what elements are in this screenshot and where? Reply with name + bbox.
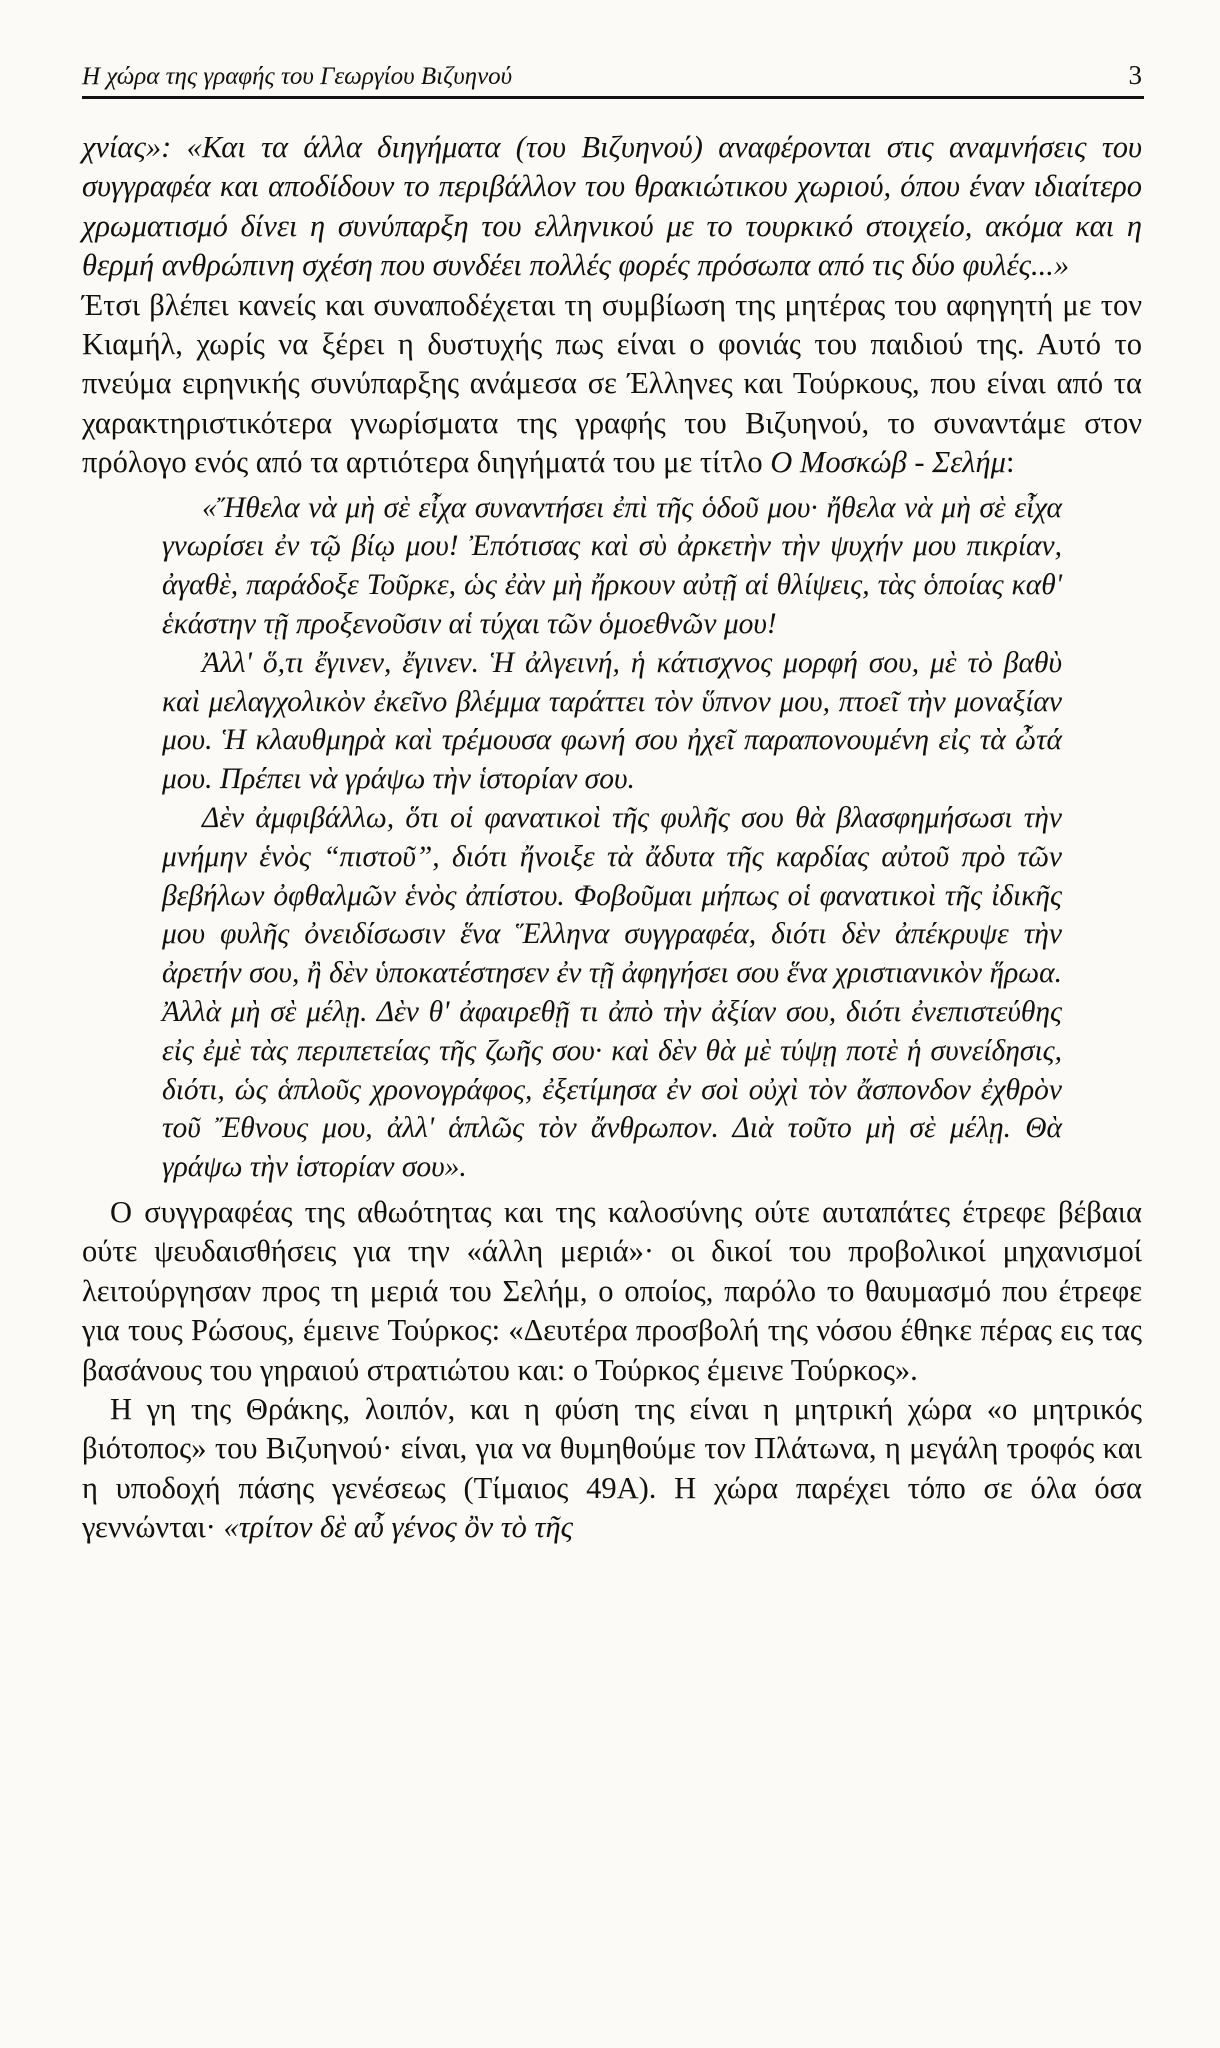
page-body <box>82 128 1142 1548</box>
page-header <box>82 60 1142 91</box>
paragraph: Ο συγγραφέας της αθωότητας και της καλοσύνης ούτε αυταπάτες έτρεφε βέβαια ούτε ψευδαισθήσεις για την «άλλη μεριά»· οι δικοί του προβολικοί μηχανισμοί λειτούργησαν προς τη μεριά του Σελήμ, ο οποίος, παρόλο το θαυμασμό που έτρεφε για τους Ρώσους, έμεινε Τούρκος: «Δευτέρα προσβολή της νόσου έθηκε πέρας εις τας βασάνους του γηραιού στρατιώτου και: ο Τούρκος έμεινε Τούρκος». <box>82 1195 1142 1387</box>
paragraph <box>82 286 1142 483</box>
inline-quote: «τρίτον δὲ αὖ γένος ὂν τὸ τῆς <box>223 1510 573 1545</box>
paragraph <box>82 1390 1142 1548</box>
paragraph-continued-quote: χνίας»: «Και τα άλλα διηγήματα (του Βιζυηνού) αναφέρονται στις αναμνήσεις του συγγραφέα και αποδίδουν το περιβάλλον του θρακιώτικου χωριού, όπου έναν ιδιαίτερο χρωματισμό δίνει η συνύπαρξη του ελληνικού με το τουρκικό στοιχείο, ακόμα και η θερμή ανθρώπινη σχέση που συνδέει πολλές φορές πρόσωπα από τις δύο φυλές...» <box>82 130 1142 283</box>
header-rule <box>82 96 1144 99</box>
quote-paragraph: Δὲν ἀμφιβάλλω, ὅτι οἱ φανατικοὶ τῆς φυλῆς σου θὰ βλασφημήσωσι τὴν μνήμην ἑνὸς “πιστοῦ”, διότι ἤνοιξε τὰ ἄδυτα τῆς καρδίας αὐτοῦ πρὸ τῶν βεβήλων ὀφθαλμῶν ἑνὸς ἀπίστου. Φοβοῦμαι μήπως οἱ φανατικοὶ τῆς ἰδικῆς μου φυλῆς ὀνειδίσωσιν ἕνα Ἕλληνα συγγραφέα, διότι δὲν ἀπέκρυψε τὴν ἀρετήν σου, ἢ δὲν ὑποκατέστησεν ἐν τῇ ἀφηγήσει σου ἕνα χριστιανικὸν ἥρωα. Ἀλλὰ μὴ σὲ μέλῃ. Δὲν θ' ἀφαιρεθῇ τι ἀπὸ τὴν ἀξίαν σου, διότι ἐνεπιστεύθης εἰς ἐμὲ τὰς περιπετείας τῆς ζωῆς σου· καὶ δὲν θὰ μὲ τύψῃ ποτὲ ἡ συνείδησις, διότι, ὡς ἁπλοῦς χρονογράφος, ἐξετίμησα ἐν σοὶ οὐχὶ τὸν ἄσπονδον ἐχθρὸν τοῦ Ἔθνους μου, ἀλλ' ἁπλῶς τὸν ἄνθρωπον. Διὰ τοῦτο μὴ σὲ μέλῃ. Θὰ γράψω τὴν ἱστορίαν σου». <box>162 802 1062 1184</box>
paragraph-text: Η γη της Θράκης, λοιπόν, και η φύση της είναι η μητρική χώρα «ο μητρικός βιότοπος» του Βιζυηνού· είναι, για να θυμηθούμε τον Πλάτωνα, η μεγάλη τροφός και η υποδοχή πάσης γενέσεως (Τίμαιος 49Α). Η χώρα παρέχει τόπο σε όλα όσα γεννώνται· <box>82 1392 1142 1545</box>
block-quote <box>162 489 1062 1187</box>
story-title: Ο Μοσκώβ - Σελήμ <box>770 445 1006 480</box>
page-number: 3 <box>1128 60 1142 90</box>
paragraph-colon: : <box>1005 445 1015 480</box>
quote-paragraph: «Ἤθελα νὰ μὴ σὲ εἶχα συναντήσει ἐπὶ τῆς ὁδοῦ μου· ἤθελα νὰ μὴ σὲ εἶχα γνωρίσει ἐν τῷ βίῳ μου! Ἐπότισας καὶ σὺ ἀρκετὴν τὴν ψυχήν μου πικρίαν, ἀγαθὲ, παράδοξε Τοῦρκε, ὡς ἐὰν μὴ ἤρκουν αὐτῇ αἱ θλίψεις, τὰς ὁποίας καθ' ἑκάστην τῇ προξενοῦσιν αἱ τύχαι τῶν ὁμοεθνῶν μου! <box>162 491 1062 641</box>
quote-paragraph: Ἀλλ' ὅ,τι ἔγινεν, ἔγινεν. Ἡ ἀλγεινή, ἡ κάτισχνος μορφή σου, μὲ τὸ βαθὺ καὶ μελαγχολικὸν ἐκεῖνο βλέμμα ταράττει τὸν ὕπνον μου, πτοεῖ τὴν μοναξίαν μου. Ἡ κλαυθμηρὰ καὶ τρέμουσα φωνή σου ἠχεῖ παραπονουμένη εἰς τὰ ὦτά μου. Πρέπει νὰ γράψω τὴν ἱστορίαν σου. <box>162 646 1062 796</box>
paragraph-text: Έτσι βλέπει κανείς και συναποδέχεται τη συμβίωση της μητέρας του αφηγητή με τον Κιαμήλ, χωρίς να ξέρει η δυστυχής πως είναι ο φονιάς του παιδιού της. Αυτό το πνεύμα ειρηνικής συνύπαρξης ανάμεσα σε Έλληνες και Τούρκους, που είναι από τα χαρακτηριστικότερα γνωρίσματα της γραφής του Βιζυηνού, το συναντάμε στον πρόλογο ενός από τα αρτιότερα διηγήματά του με τίτλο <box>82 287 1142 480</box>
running-head: Η χώρα της γραφής του Γεωργίου Βιζυηνού <box>82 63 513 90</box>
